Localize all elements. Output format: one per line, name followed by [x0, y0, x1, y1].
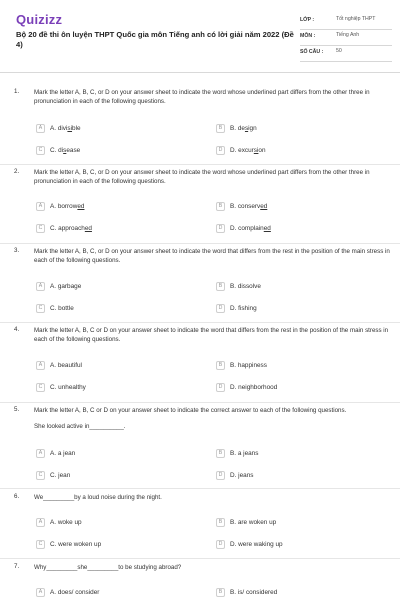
option-letter-badge: B: [216, 518, 225, 527]
option-text: D. fishing: [230, 304, 257, 312]
question-number: 3.: [14, 247, 20, 254]
option-letter-badge: B: [216, 361, 225, 370]
option-text: D. complained: [230, 224, 271, 232]
option-text: B. a jeans: [230, 449, 259, 457]
document-title: Bộ 20 đề thi ôn luyện THPT Quốc gia môn Tiếng anh có lời giải năm 2022 (Đề 4): [16, 30, 294, 49]
option-letter-badge: A: [36, 361, 45, 370]
underlined-part: s: [244, 124, 249, 132]
underlined-part: ed: [263, 224, 271, 232]
option-text: B. dissolve: [230, 282, 261, 290]
answer-option[interactable]: [216, 302, 257, 314]
question-number: 2.: [14, 168, 20, 175]
question-number: 7.: [14, 563, 20, 570]
option-text: A. beautiful: [50, 361, 82, 369]
option-letter-badge: A: [36, 124, 45, 133]
option-text: D. were waking up: [230, 540, 283, 548]
question-prompt: She looked active in__________.: [34, 423, 126, 430]
option-text: C. jean: [50, 471, 71, 479]
question-text: Mark the letter A, B, C, or D on your answer sheet to indicate the word whose underlined part differs from the other three in pronunciation in each of the following questions.: [34, 169, 370, 185]
meta-value: Tốt nghiệp THPT: [336, 16, 376, 22]
option-text: C. approached: [50, 224, 92, 232]
meta-label: LỚP :: [300, 17, 315, 23]
answer-option[interactable]: [216, 538, 283, 550]
option-text: C. were woken up: [50, 540, 102, 548]
underlined-part: si: [253, 146, 259, 154]
meta-value: Tiếng Anh: [336, 32, 360, 38]
question-number: 4.: [14, 326, 20, 333]
answer-option[interactable]: [216, 381, 277, 393]
underlined-part: ed: [77, 202, 85, 210]
question-number: 6.: [14, 493, 20, 500]
answer-option[interactable]: [36, 302, 74, 314]
underlined-part: ed: [260, 202, 268, 210]
meta-row-count: [300, 46, 392, 62]
option-letter-badge: B: [216, 282, 225, 291]
option-letter-badge: D: [216, 540, 225, 549]
option-letter-badge: A: [36, 282, 45, 291]
option-letter-badge: A: [36, 518, 45, 527]
answer-option[interactable]: [36, 144, 80, 156]
question-divider: [0, 488, 400, 489]
question-text: Mark the letter A, B, C or D on your answer sheet to indicate the correct answer to each of the following questions.: [34, 407, 347, 414]
option-letter-badge: C: [36, 471, 45, 480]
question-text: Mark the letter A, B, C, or D on your answer sheet to indicate the word that differs from the rest in the position of the main stress in each of the following questions.: [34, 248, 390, 264]
option-text: B. are woken up: [230, 518, 277, 526]
option-letter-badge: C: [36, 540, 45, 549]
option-letter-badge: A: [36, 202, 45, 211]
option-text: B. happiness: [230, 361, 267, 369]
meta-row-subject: [300, 30, 392, 46]
underlined-part: si: [67, 124, 73, 132]
option-letter-badge: B: [216, 124, 225, 133]
option-text: A. a jean: [50, 449, 76, 457]
option-text: C. unhealthy: [50, 383, 86, 391]
answer-option[interactable]: [216, 359, 267, 371]
answer-option[interactable]: [36, 538, 101, 550]
answer-option[interactable]: [36, 222, 92, 234]
answer-option[interactable]: [36, 469, 70, 481]
answer-option[interactable]: [36, 359, 82, 371]
header-divider: [0, 72, 400, 73]
question-text: Mark the letter A, B, C or D on your answer sheet to indicate the word that differs from the rest in the position of the main stress in each of the following questions.: [34, 327, 389, 343]
option-letter-badge: B: [216, 588, 225, 597]
answer-option[interactable]: [36, 381, 86, 393]
option-letter-badge: A: [36, 588, 45, 597]
option-letter-badge: D: [216, 224, 225, 233]
question-divider: [0, 402, 400, 403]
option-text: A. borrowed: [50, 202, 85, 210]
question-text: Why_________she_________to be studying abroad?: [34, 564, 182, 571]
answer-option[interactable]: [36, 516, 82, 528]
option-text: D. jeans: [230, 471, 254, 479]
question-text: We_________by a loud noise during the night.: [34, 494, 162, 501]
answer-option[interactable]: [36, 280, 81, 292]
option-text: A. does/ consider: [50, 588, 100, 596]
option-letter-badge: C: [36, 383, 45, 392]
question-divider: [0, 322, 400, 323]
option-text: C. disease: [50, 146, 81, 154]
option-text: B. design: [230, 124, 257, 132]
option-text: B. conserved: [230, 202, 268, 210]
option-letter-badge: D: [216, 383, 225, 392]
option-letter-badge: D: [216, 304, 225, 313]
meta-value: 50: [336, 48, 342, 54]
meta-table: [300, 14, 392, 62]
answer-option[interactable]: [36, 200, 84, 212]
option-letter-badge: D: [216, 146, 225, 155]
option-letter-badge: C: [36, 146, 45, 155]
answer-option[interactable]: [216, 516, 276, 528]
question-number: 1.: [14, 88, 20, 95]
answer-option[interactable]: [36, 586, 99, 598]
option-text: A. woke up: [50, 518, 82, 526]
option-text: B. is/ considered: [230, 588, 278, 596]
option-text: A. divisible: [50, 124, 81, 132]
option-text: C. bottle: [50, 304, 74, 312]
question-divider: [0, 243, 400, 244]
answer-option[interactable]: [36, 122, 81, 134]
meta-row-class: [300, 14, 392, 30]
answer-option[interactable]: [216, 122, 257, 134]
question-divider: [0, 164, 400, 165]
option-letter-badge: C: [36, 304, 45, 313]
option-letter-badge: D: [216, 471, 225, 480]
option-letter-badge: B: [216, 449, 225, 458]
option-text: A. garbage: [50, 282, 82, 290]
meta-label: SỐ CÂU :: [300, 49, 324, 55]
answer-option[interactable]: [216, 200, 267, 212]
question-number: 5.: [14, 406, 20, 413]
option-text: D. neighborhood: [230, 383, 278, 391]
question-text: Mark the letter A, B, C, or D on your answer sheet to indicate the word whose underlined part differs from the other three in pronunciation in each of the following questions.: [34, 89, 370, 105]
answer-option[interactable]: [216, 144, 266, 156]
answer-option[interactable]: [36, 447, 75, 459]
underlined-part: s: [63, 146, 67, 154]
option-letter-badge: B: [216, 202, 225, 211]
answer-option[interactable]: [216, 469, 253, 481]
meta-label: MÔN :: [300, 33, 316, 39]
answer-option[interactable]: [216, 586, 277, 598]
answer-option[interactable]: [216, 280, 261, 292]
option-letter-badge: C: [36, 224, 45, 233]
quizizz-logo: Quizizz: [16, 12, 63, 27]
option-letter-badge: A: [36, 449, 45, 458]
answer-option[interactable]: [216, 447, 258, 459]
underlined-part: ed: [84, 224, 92, 232]
question-divider: [0, 558, 400, 559]
answer-option[interactable]: [216, 222, 271, 234]
option-text: D. excursion: [230, 146, 266, 154]
